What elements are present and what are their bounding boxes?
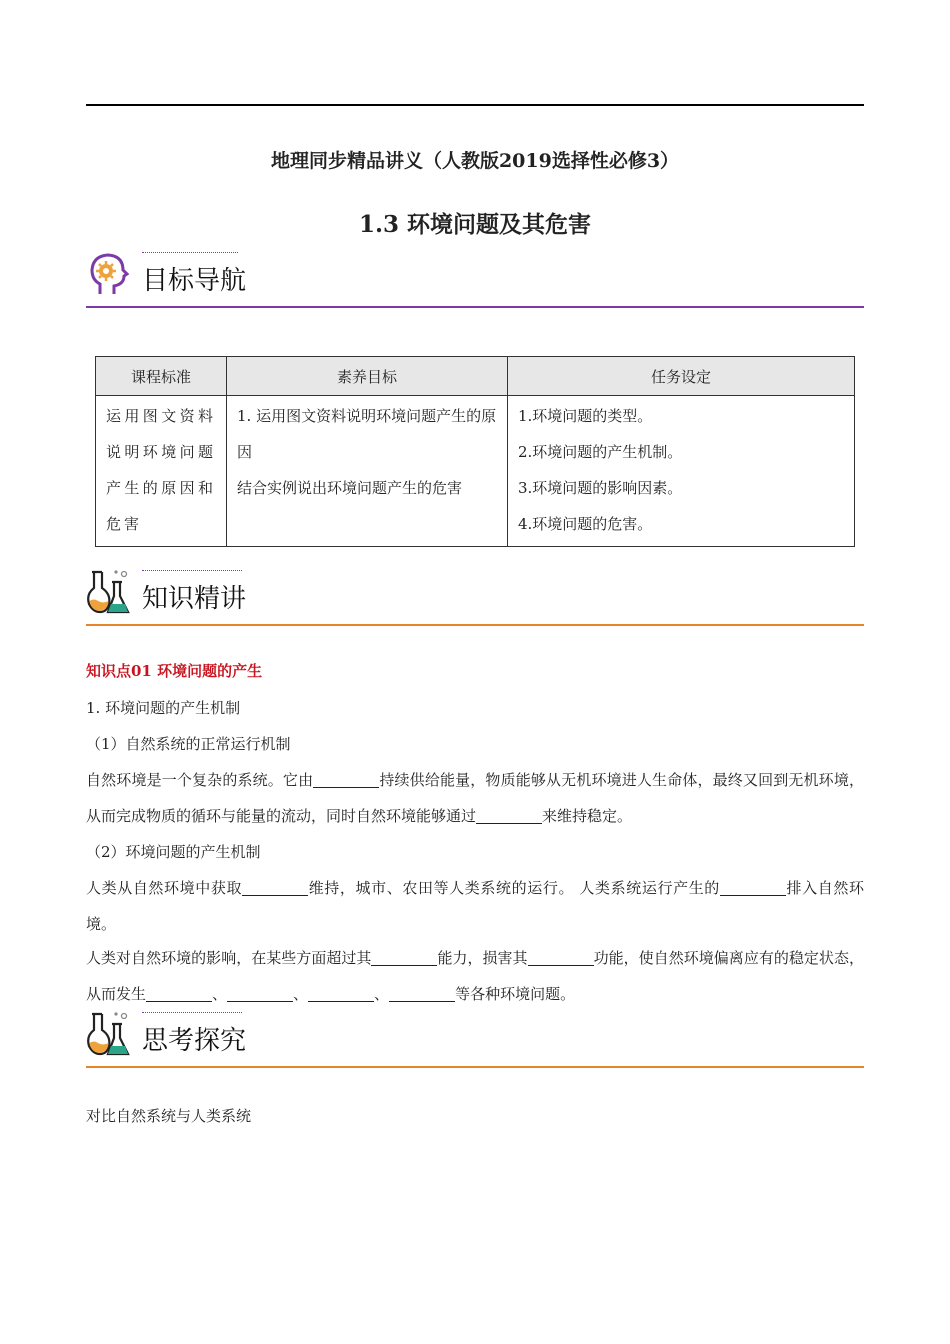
text-run: 等各种环境问题。 (455, 985, 576, 1003)
table-header-cell: 课程标准 (96, 357, 227, 396)
literacy-cell (227, 396, 508, 547)
flask-icon (86, 1010, 130, 1058)
section-overline (142, 570, 242, 571)
text-run: 维持，城市、农田等人类系统的运行。 人类系统运行产生的 (308, 879, 720, 897)
separator: 、 (374, 985, 390, 1003)
fill-blank (389, 985, 455, 1002)
fill-blank (371, 949, 437, 966)
section-thinking-rule (86, 1066, 864, 1068)
header-rule (86, 104, 864, 106)
document-title: 地理同步精品讲义（人教版2019选择性必修3） (270, 150, 680, 172)
text-run: 功能，使自然环境偏离应有的稳定状态，从而发生 (86, 949, 864, 1003)
fill-blank (227, 985, 293, 1002)
text-run: 排入自然环境。 (86, 879, 864, 933)
table-header-cell: 任务设定 (508, 357, 855, 396)
text-run: 自然环境是一个复杂的系统。它由 (86, 771, 314, 789)
task-item: 4.环境问题的危害。 (518, 515, 653, 533)
knowledge-point-title: 知识点01 环境问题的产生 (86, 662, 263, 680)
section-thinking-header (86, 1010, 864, 1068)
table-header-row (96, 357, 855, 396)
fill-blank (313, 771, 379, 788)
paragraph-natural-system (86, 762, 864, 834)
section-knowledge-header (86, 568, 864, 626)
text-run: 来维持稳定。 (542, 807, 633, 825)
table-row (96, 396, 855, 547)
literacy-item: 1. 运用图文资料说明环境问题产生的原因 (237, 407, 497, 461)
subheading: （1）自然系统的正常运行机制 (86, 735, 291, 753)
task-item: 2.环境问题的产生机制。 (518, 443, 683, 461)
text-run: 能力，损害其 (437, 949, 528, 967)
course-standard-text: 运用图文资料说明环境问题产生的原因和危害 (106, 407, 216, 533)
separator: 、 (293, 985, 309, 1003)
flask-icon (86, 568, 130, 616)
fill-blank (242, 879, 308, 896)
fill-blank (146, 985, 212, 1002)
task-item: 3.环境问题的影响因素。 (518, 479, 683, 497)
lesson-title: 1.3 环境问题及其危害 (358, 211, 592, 238)
paragraph-human-system (86, 870, 864, 942)
goals-table (95, 356, 855, 547)
section-overline (142, 252, 238, 253)
head-gear-icon (86, 250, 130, 298)
literacy-item: 结合实例说出环境问题产生的危害 (237, 479, 463, 497)
fill-blank (528, 949, 594, 966)
section-knowledge-title: 知识精讲 (142, 584, 247, 614)
section-goals-header (86, 250, 864, 308)
text-run: 持续供给能量，物质能够从无机环境进人生命体，最终又回到无机环境，从而完成物质的循环与能量的流动，同时自然环境能够通过 (86, 771, 864, 825)
task-item: 1.环境问题的类型。 (518, 407, 653, 425)
text-run: 人类从自然环境中获取 (86, 879, 243, 897)
course-standard-cell (96, 396, 227, 547)
thinking-prompt: 对比自然系统与人类系统 (86, 1107, 252, 1125)
tasks-cell (508, 396, 855, 547)
text-run: 人类对自然环境的影响，在某些方面超过其 (86, 949, 372, 967)
table-header-cell: 素养目标 (227, 357, 508, 396)
fill-blank (476, 807, 542, 824)
subheading: （2）环境问题的产生机制 (86, 843, 261, 861)
section-knowledge-rule (86, 624, 864, 626)
subheading: 1. 环境问题的产生机制 (86, 699, 241, 717)
section-goals-title: 目标导航 (142, 266, 247, 296)
section-overline (142, 1012, 242, 1013)
section-goals-rule (86, 306, 864, 308)
fill-blank (308, 985, 374, 1002)
separator: 、 (212, 985, 228, 1003)
section-thinking-title: 思考探究 (142, 1026, 247, 1056)
paragraph-impact (86, 940, 864, 1012)
fill-blank (720, 879, 786, 896)
